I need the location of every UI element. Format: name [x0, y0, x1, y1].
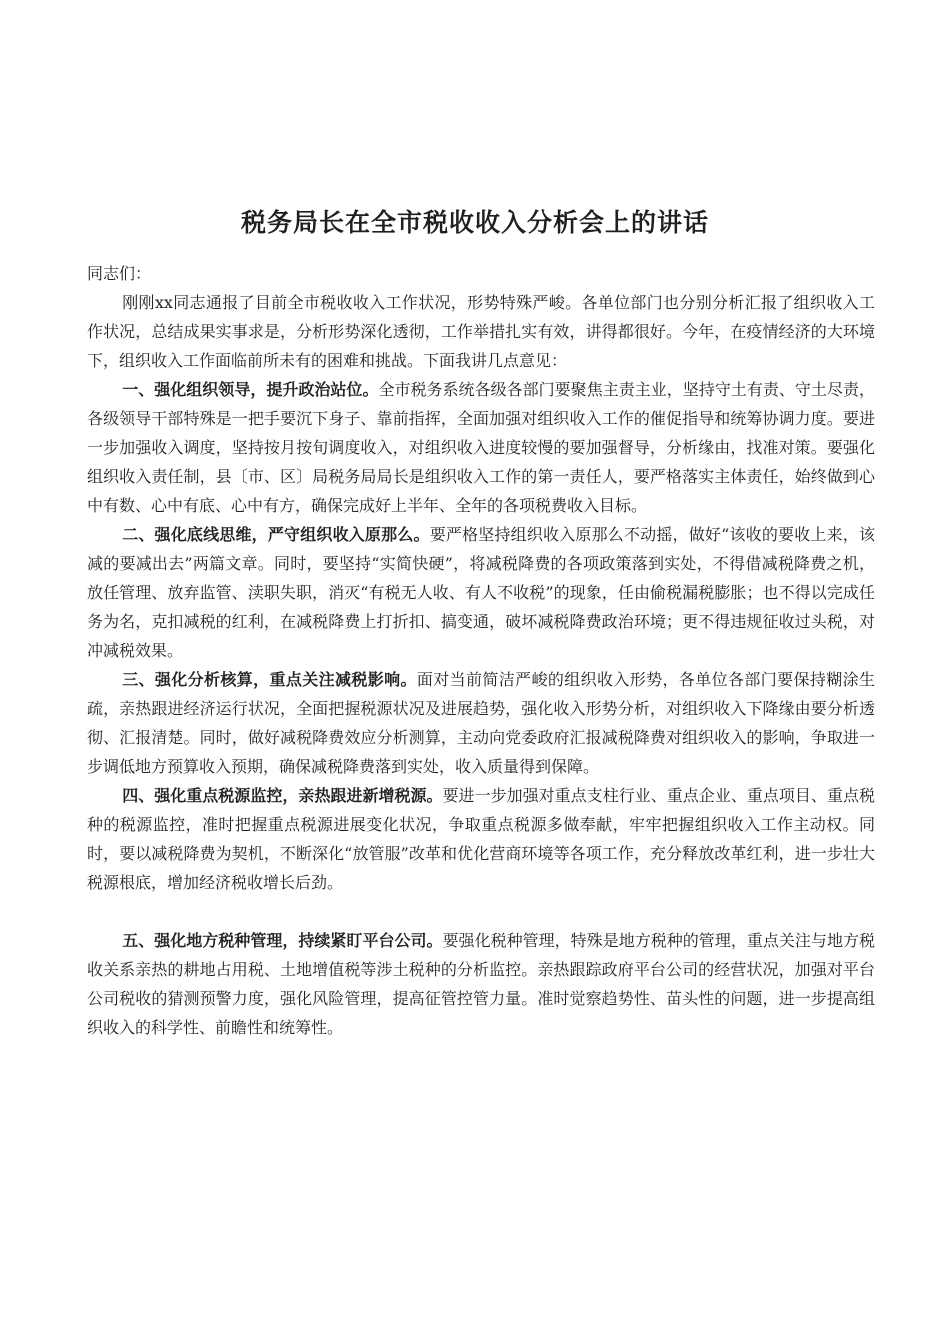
salutation: 同志们： — [87, 264, 152, 283]
document-body — [87, 259, 875, 1042]
point-4-text: 要进一步加强对重点支柱行业、重点企业、重点项目、重点税种的税源监控，准时把握重点税源进展变化状况，争取重点税源多做奉献，牢牢把握组织收入工作主动权。同时，要以减税降费为契机，不断深化“放管服”改革和优化营商环境等各项工作，充分释放改革红利，进一步壮大税源根底，增加经济税收增长后劲。 — [87, 786, 875, 892]
point-2-paragraph — [87, 520, 875, 665]
point-1-text: 全市税务系统各级各部门要聚焦主责主业，坚持守土有责、守土尽责，各级领导干部特殊是一把手要沉下身子、靠前指挥，全面加强对组织收入工作的催促指导和统筹协调力度。要进一步加强收入调度，坚持按月按旬调度收入，对组织收入进度较慢的要加强督导，分析缘由，找准对策。要强化组织收入责任制，县〔市、区〕局税务局局长是组织收入工作的第一责任人，要严格落实主体责任，始终做到心中有数、心中有底、心中有方，确保完成好上半年、全年的各项税费收入目标。 — [87, 380, 875, 515]
intro-paragraph: 刚刚xx同志通报了目前全市税收收入工作状况，形势特殊严峻。各单位部门也分别分析汇报了组织收入工作状况，总结成果实事求是，分析形势深化透彻，工作举措扎实有效，讲得都很好。今年，在疫情经济的大环境下，组织收入工作面临前所未有的困难和挑战。下面我讲几点意见： — [87, 293, 875, 370]
point-3-paragraph — [87, 665, 875, 781]
point-1-heading: 一、强化组织领导，提升政治站位。 — [122, 380, 379, 399]
point-5-text: 要强化税种管理，特殊是地方税种的管理，重点关注与地方税收关系亲热的耕地占用税、土地增值税等涉土税种的分析监控。亲热跟踪政府平台公司的经营状况，加强对平台公司税收的猜测预警力度，强化风险管理，提高征管控管力量。准时觉察趋势性、苗头性的问题，进一步提高组织收入的科学性、前瞻性和统筹性。 — [87, 931, 875, 1037]
point-1-paragraph — [87, 375, 875, 520]
point-4-paragraph — [87, 781, 875, 897]
point-5-heading: 五、强化地方税种管理，持续紧盯平台公司。 — [122, 931, 443, 950]
point-4-heading: 四、强化重点税源监控，亲热跟进新增税源。 — [122, 786, 443, 805]
point-3-text: 面对当前简洁严峻的组织收入形势，各单位各部门要保持糊涂生疏，亲热跟进经济运行状况，全面把握税源状况及进展趋势，强化收入形势分析，对组织收入下降缘由要分析透彻、汇报清楚。同时，做好减税降费效应分析测算，主动向党委政府汇报减税降费对组织收入的影响，争取进一步调低地方预算收入预期，确保减税降费落到实处，收入质量得到保障。 — [87, 670, 875, 776]
point-2-heading: 二、强化底线思维，严守组织收入原那么。 — [122, 525, 430, 544]
point-3-heading: 三、强化分析核算，重点关注减税影响。 — [122, 670, 417, 689]
point-2-text: 要严格坚持组织收入原那么不动摇，做好“该收的要收上来，该减的要减出去”两篇文章。同时，要坚持“实简快硬”，将减税降费的各项政策落到实处，不得借减税降费之机，放任管理、放弃监管、渎职失职，消灭“有税无人收、有人不收税”的现象，任由偷税漏税膨胀；也不得以完成任务为名，克扣减税的红利，在减税降费上打折扣、搞变通，破坏减税降费政治环境；更不得违规征收过头税，对冲减税效果。 — [87, 525, 875, 660]
document-title: 税务局长在全市税收收入分析会上的讲话 — [240, 208, 709, 237]
point-5-paragraph — [87, 926, 875, 1042]
